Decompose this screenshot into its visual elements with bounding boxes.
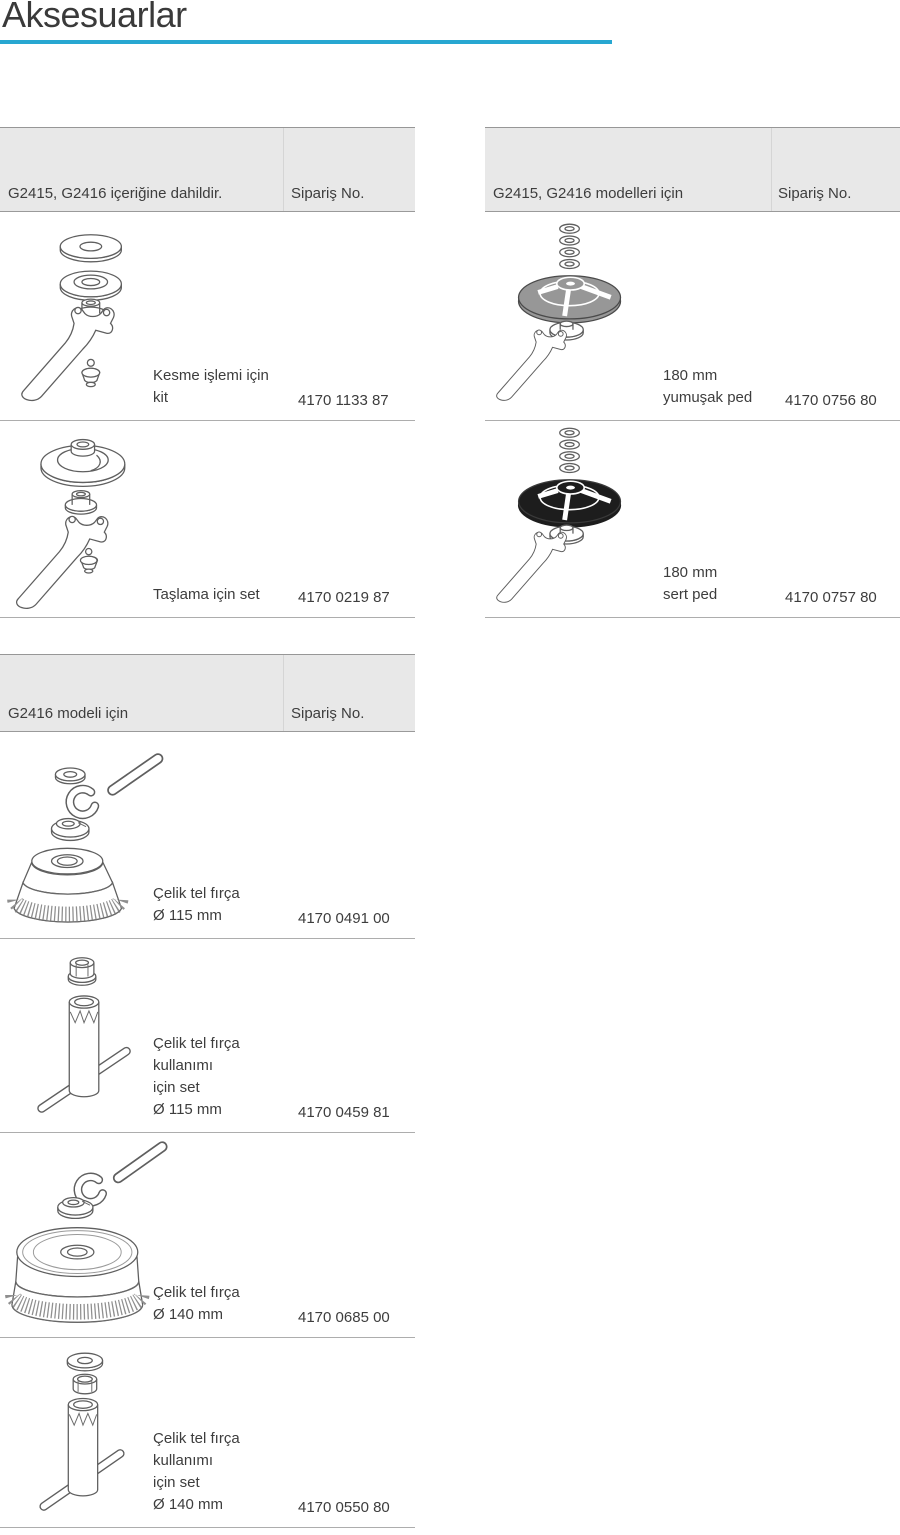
- accessory-row: [0, 939, 415, 1133]
- soft-pad-illustration: [495, 216, 647, 419]
- order-number: 4170 0550 80: [298, 1499, 390, 1516]
- cutting-kit-illustration: [4, 215, 152, 422]
- accessory-description: Çelik tel fırça kullanımı için set Ø 140 mm: [153, 1430, 240, 1513]
- table-header-label: G2415, G2416 modelleri için: [493, 185, 684, 202]
- accessory-row: [0, 1338, 415, 1528]
- order-number: 4170 1133 87: [298, 392, 389, 409]
- table-included-accessories: [0, 127, 415, 618]
- order-number: 4170 0459 81: [298, 1104, 390, 1121]
- table-header: [485, 128, 900, 212]
- table-header-label: G2415, G2416 içeriğine dahildir.: [8, 185, 223, 202]
- accessory-description: Çelik tel fırça kullanımı için set Ø 115 mm: [153, 1035, 240, 1118]
- accessory-description: Kesme işlemi için kit: [153, 367, 269, 406]
- accessory-row: [0, 212, 415, 421]
- accessory-description: Taşlama için set: [153, 586, 260, 603]
- header-column-divider: [771, 128, 772, 211]
- header-column-divider: [283, 655, 284, 731]
- accessory-row: [0, 421, 415, 618]
- table-header: [0, 655, 415, 732]
- accessory-row: [0, 1133, 415, 1338]
- accessory-row: [0, 732, 415, 939]
- table-g2416-accessories: [0, 654, 415, 1528]
- accessory-row: [485, 212, 900, 421]
- order-no-column-header: Sipariş No.: [291, 705, 365, 722]
- accessory-description: Çelik tel fırça Ø 140 mm: [153, 1284, 240, 1323]
- wire-cup-brush-115-illustration: [2, 735, 170, 942]
- header-column-divider: [283, 128, 284, 211]
- table-backing-pads: [485, 127, 900, 618]
- page-title: Aksesuarlar: [2, 0, 187, 35]
- title-underline: [0, 40, 612, 44]
- order-number: 4170 0685 00: [298, 1309, 390, 1326]
- order-number: 4170 0491 00: [298, 910, 390, 927]
- table-header-label: G2416 modeli için: [8, 705, 129, 722]
- hard-pad-illustration: [495, 421, 647, 620]
- tube-wrench-set-115-illustration: [12, 941, 160, 1135]
- order-number: 4170 0757 80: [785, 589, 877, 606]
- table-header: [0, 128, 415, 212]
- order-no-column-header: Sipariş No.: [778, 185, 852, 202]
- tube-wrench-set-140-illustration: [8, 1338, 156, 1531]
- order-number: 4170 0219 87: [298, 589, 390, 606]
- accessory-description: 180 mm yumuşak ped: [663, 367, 753, 406]
- accessory-description: Çelik tel fırça Ø 115 mm: [153, 885, 240, 924]
- order-number: 4170 0756 80: [785, 392, 877, 409]
- order-no-column-header: Sipariş No.: [291, 185, 365, 202]
- accessory-description: 180 mm sert ped: [663, 564, 718, 603]
- wire-cup-brush-140-illustration: [0, 1135, 178, 1340]
- grinding-set-illustration: [4, 423, 152, 618]
- accessory-row: [485, 421, 900, 618]
